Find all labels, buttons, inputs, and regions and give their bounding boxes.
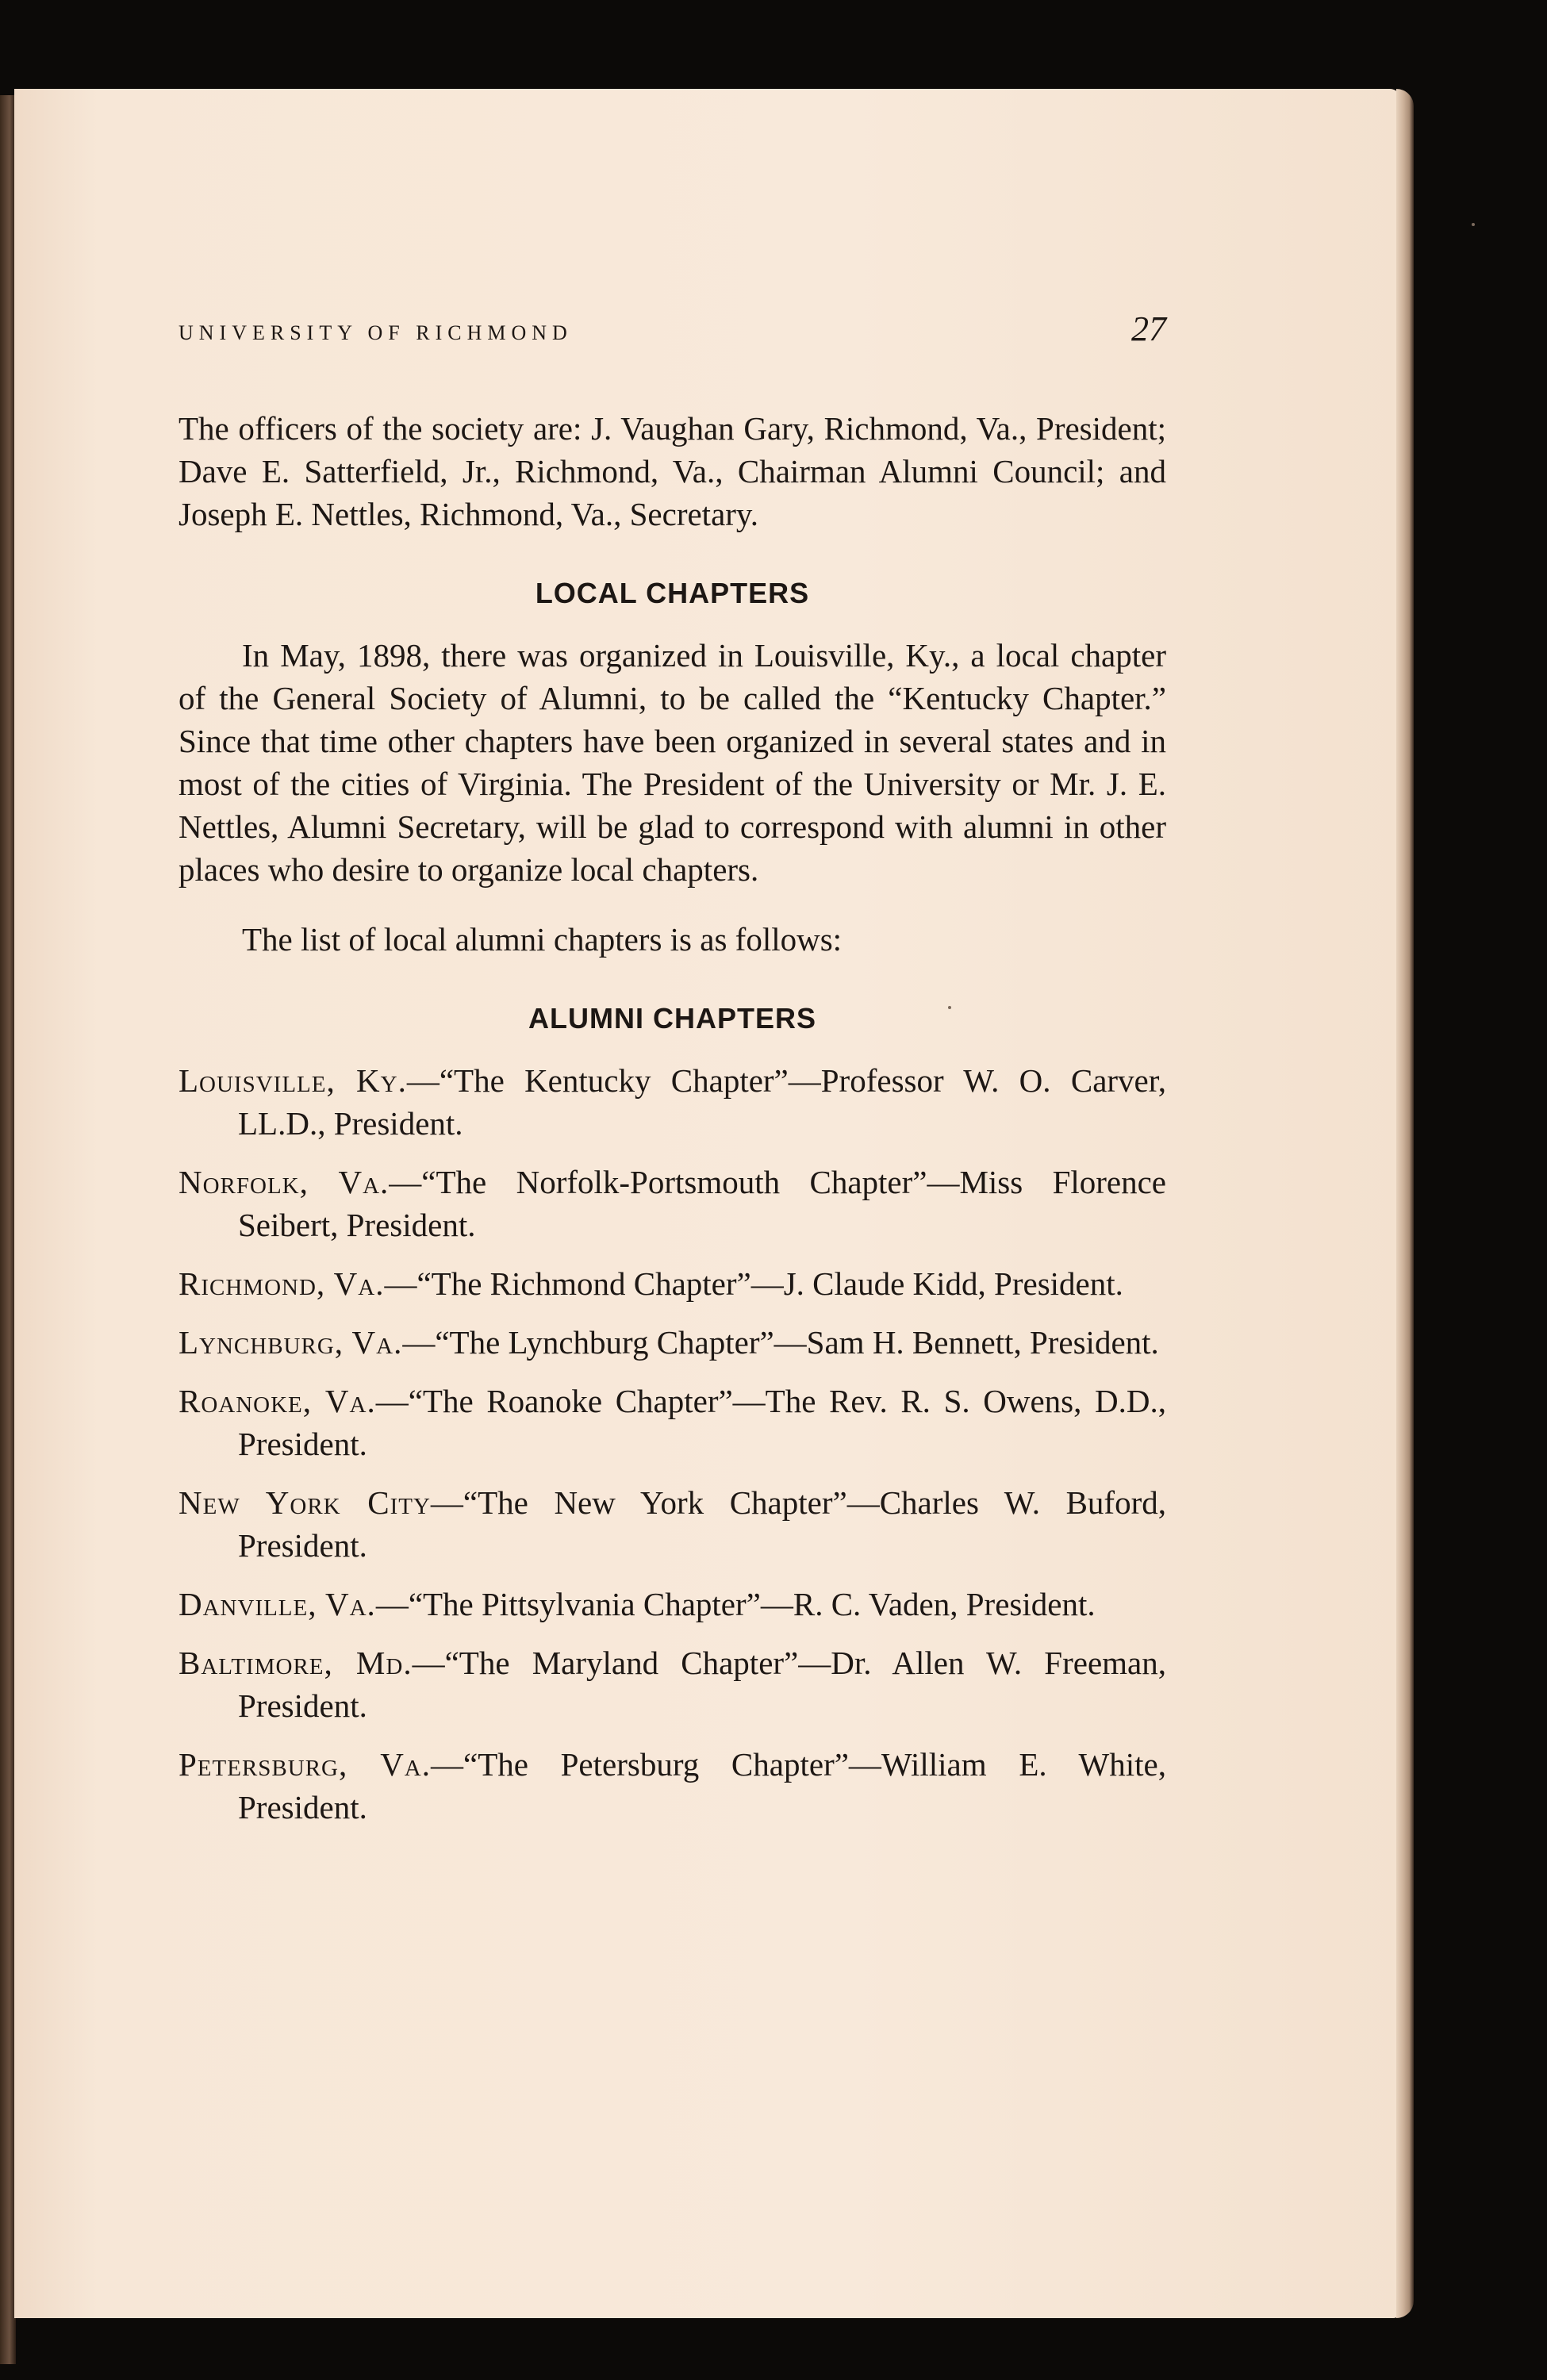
chapter-place: Richmond, Va. [178, 1265, 385, 1302]
chapter-entry [178, 1481, 1166, 1567]
chapter-list-intro: The list of local alumni chapters is as follows: [242, 921, 843, 958]
chapter-entry [178, 1161, 1166, 1246]
chapter-place: Louisville, Ky. [178, 1062, 407, 1099]
chapter-details: —“The New York Chapter”—Charles W. Buford, President. [238, 1484, 1166, 1564]
chapter-entry [178, 1583, 1166, 1626]
chapter-details: —“The Lynchburg Chapter”—Sam H. Bennett, President. [402, 1324, 1159, 1361]
local-chapters-paragraph: In May, 1898, there was organized in Louisville, Ky., a local chapter of the General Society of Alumni, to be called the “Kentucky Chapter.” Since that time other chapters have been organized in several states and in most of the cities of Virginia. The President of the University or Mr. J. E. Nettles, Alumni Secretary, will be glad to correspond with alumni in other places who desire to organize local chapters. [178, 637, 1166, 888]
chapter-entry [178, 1059, 1166, 1145]
chapter-entry [178, 1380, 1166, 1465]
chapter-place: Roanoke, Va. [178, 1383, 376, 1419]
alumni-chapters-heading: ALUMNI CHAPTERS [528, 1002, 816, 1035]
local-chapters-heading: LOCAL CHAPTERS [535, 577, 810, 609]
running-head-title: UNIVERSITY OF RICHMOND [178, 321, 573, 344]
chapter-place: New York City [178, 1484, 431, 1521]
chapter-details: —“The Maryland Chapter”—Dr. Allen W. Freeman, President. [238, 1645, 1166, 1724]
officers-paragraph: The officers of the society are: J. Vaughan Gary, Richmond, Va., President; Dave E. Satterfield, Jr., Richmond, Va., Chairman Alumni Council; and Joseph E. Nettles, Richmond, Va., Secretary. [178, 410, 1166, 532]
page-number: 27 [1131, 309, 1166, 348]
chapter-place: Lynchburg, Va. [178, 1324, 403, 1361]
chapter-details: —“The Richmond Chapter”—J. Claude Kidd, President. [384, 1265, 1123, 1302]
chapter-details: —“The Roanoke Chapter”—The Rev. R. S. Owens, D.D., President. [238, 1383, 1166, 1462]
chapter-details: —“The Petersburg Chapter”—William E. White, President. [238, 1746, 1166, 1825]
chapter-details: —“The Norfolk-Portsmouth Chapter”—Miss Florence Seibert, President. [238, 1164, 1167, 1243]
chapter-place: Danville, Va. [178, 1586, 376, 1622]
chapter-entry [178, 1262, 1166, 1305]
chapter-place: Baltimore, Md. [178, 1645, 413, 1681]
page-content [178, 309, 1167, 1844]
chapter-details: —“The Pittsylvania Chapter”—R. C. Vaden, President. [375, 1586, 1096, 1622]
chapter-entry [178, 1321, 1166, 1364]
scan-speck [1472, 223, 1475, 226]
chapter-entry [178, 1743, 1166, 1829]
chapter-place: Petersburg, Va. [178, 1746, 431, 1783]
paper-speck [948, 1006, 951, 1009]
chapter-place: Norfolk, Va. [178, 1164, 390, 1200]
running-head [178, 309, 1166, 361]
chapter-entry [178, 1641, 1166, 1727]
book-spine-edge [0, 95, 16, 2364]
chapter-details: —“The Kentucky Chapter”—Professor W. O. Carver, LL.D., President. [238, 1062, 1167, 1142]
page-fore-edge [1396, 89, 1414, 2318]
